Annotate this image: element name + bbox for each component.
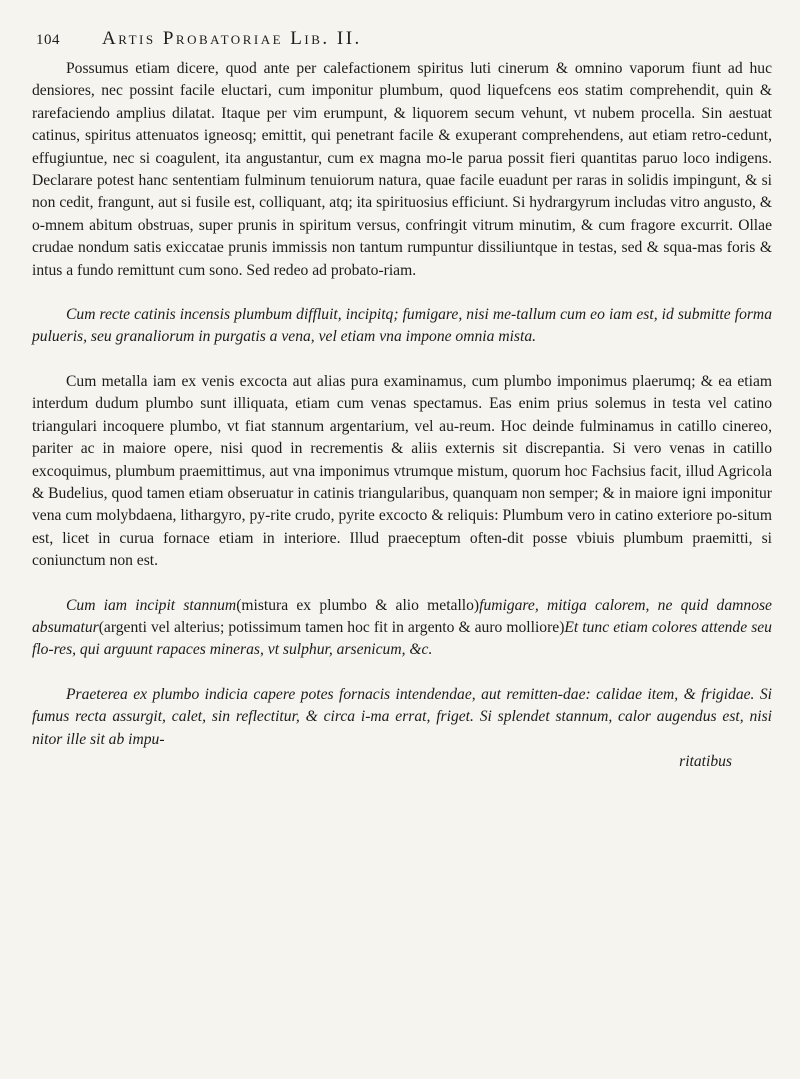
body-text (32, 58, 772, 773)
catchword: ritatibus (679, 752, 732, 770)
paragraph-2-rule: Cum recte catinis incensis plumbum diffluit, incipitq; fumigare, nisi me-tallum cum eo iam est, id submitte forma pulueris, seu granaliorum in purgatis a vena, vel etiam vna impone omnia mista. (32, 306, 772, 346)
paragraph-5-rule: Praeterea ex plumbo indicia capere potes fornacis intendendae, aut remitten-dae: calidae item, & frigidae. Si fumus recta assurgit, calet, sin reflectitur, & circa i-ma errat, friget. Si splendet stannum, calor augendus est, nisi nitor ille sit ab impu- (32, 685, 772, 748)
rule-text: Et tunc etiam colores attende seu flo-res, qui arguunt rapaces mineras, vt sulphur, arsenicum, &c. (32, 618, 772, 659)
running-head (32, 28, 772, 52)
gloss-text: (argenti vel alterius; potissimum tamen hoc fit in argento & auro molliore) (98, 618, 565, 636)
paragraph-4-rule (32, 595, 772, 662)
page-number: 104 (36, 32, 60, 48)
rule-text: fumigare, mitiga calorem, ne quid damnose absumatur (32, 596, 772, 636)
running-head-title: Artis Probatoriae Lib. II. (102, 28, 362, 49)
paragraph-3: Cum metalla iam ex venis excocta aut alias pura examinamus, cum plumbo imponimus plaerumq; & ea etiam interdum dudum plumbo sunt illiquata, etiam cum venas spectamus. Eas enim prius solemus in testa vel catino triangulari incoquere plumbo, vt fiat stannum argentarium, vel au-reum. Hoc deinde fulminamus in catillo cinereo, pariter ac in maiore opere, nisi quod in recrementis & aliis externis sit discrepantia. Si vero venas in catillo excoquimus, plumbum praemittimus, aut vna imponimus vtrumque mistum, quorum hoc Fachsius facit, illud Agricola & Budelius, quod tamen etiam obseruatur in catinis triangularibus, quanquam non semper; & in maiore igni imponitur vena cum molybdaena, lithargyro, py-rite crudo, pyrite excocto & reliquis: Plumbum vero in catino exteriore po-situm est, licet in curua fornace etiam in interiore. Illud praeceptum often-dit posse vbiuis plumbum praemitti, si coniunctum non est. (32, 372, 772, 570)
gloss-text: (mistura ex plumbo & alio metallo) (236, 596, 480, 614)
paragraph-1: Possumus etiam dicere, quod ante per calefactionem spiritus luti cinerum & omnino vaporum fiunt ad huc densiores, nec possint facile eluctari, cum imponitur plumbum, quod liquefcens eos statim comprehendit, quin & rarefaciendo amplius dilatat. Itaque per vim erumpunt, & liquorem secum vehunt, vt nubem procella. Sin aestuat catinus, spiritus attenuatos igneosq; emittit, qui penetrant facile & exuperant comprehendens, aut etiam retro-cedunt, effugiuntue, nec si coagulent, ita angustantur, cum ex magna mo-le parua possit fieri quantitas paruo loco indigens. Declarare potest hanc sententiam fulminum tenuiorum natura, quae facile euadunt per raras in solidis impingunt, & si non cedit, frangunt, aut si fusile est, colliquant, atq; ita spirituosius efficiunt. Si hydrargyrum includas vitro angusto, & o-mnem abitum obstruas, super prunis in spiritum versus, confringit vitrum minutim, & cum fragore excurrit. Ollae crudae nondum satis exiccatae prunis immissis non tantum rumpuntur dissiliuntque in testas, sed & squa-mas foris & intus a fundo remittunt cum sono. Sed redeo ad probato-riam. (32, 60, 772, 279)
rule-text: Cum iam incipit stannum (66, 596, 237, 614)
